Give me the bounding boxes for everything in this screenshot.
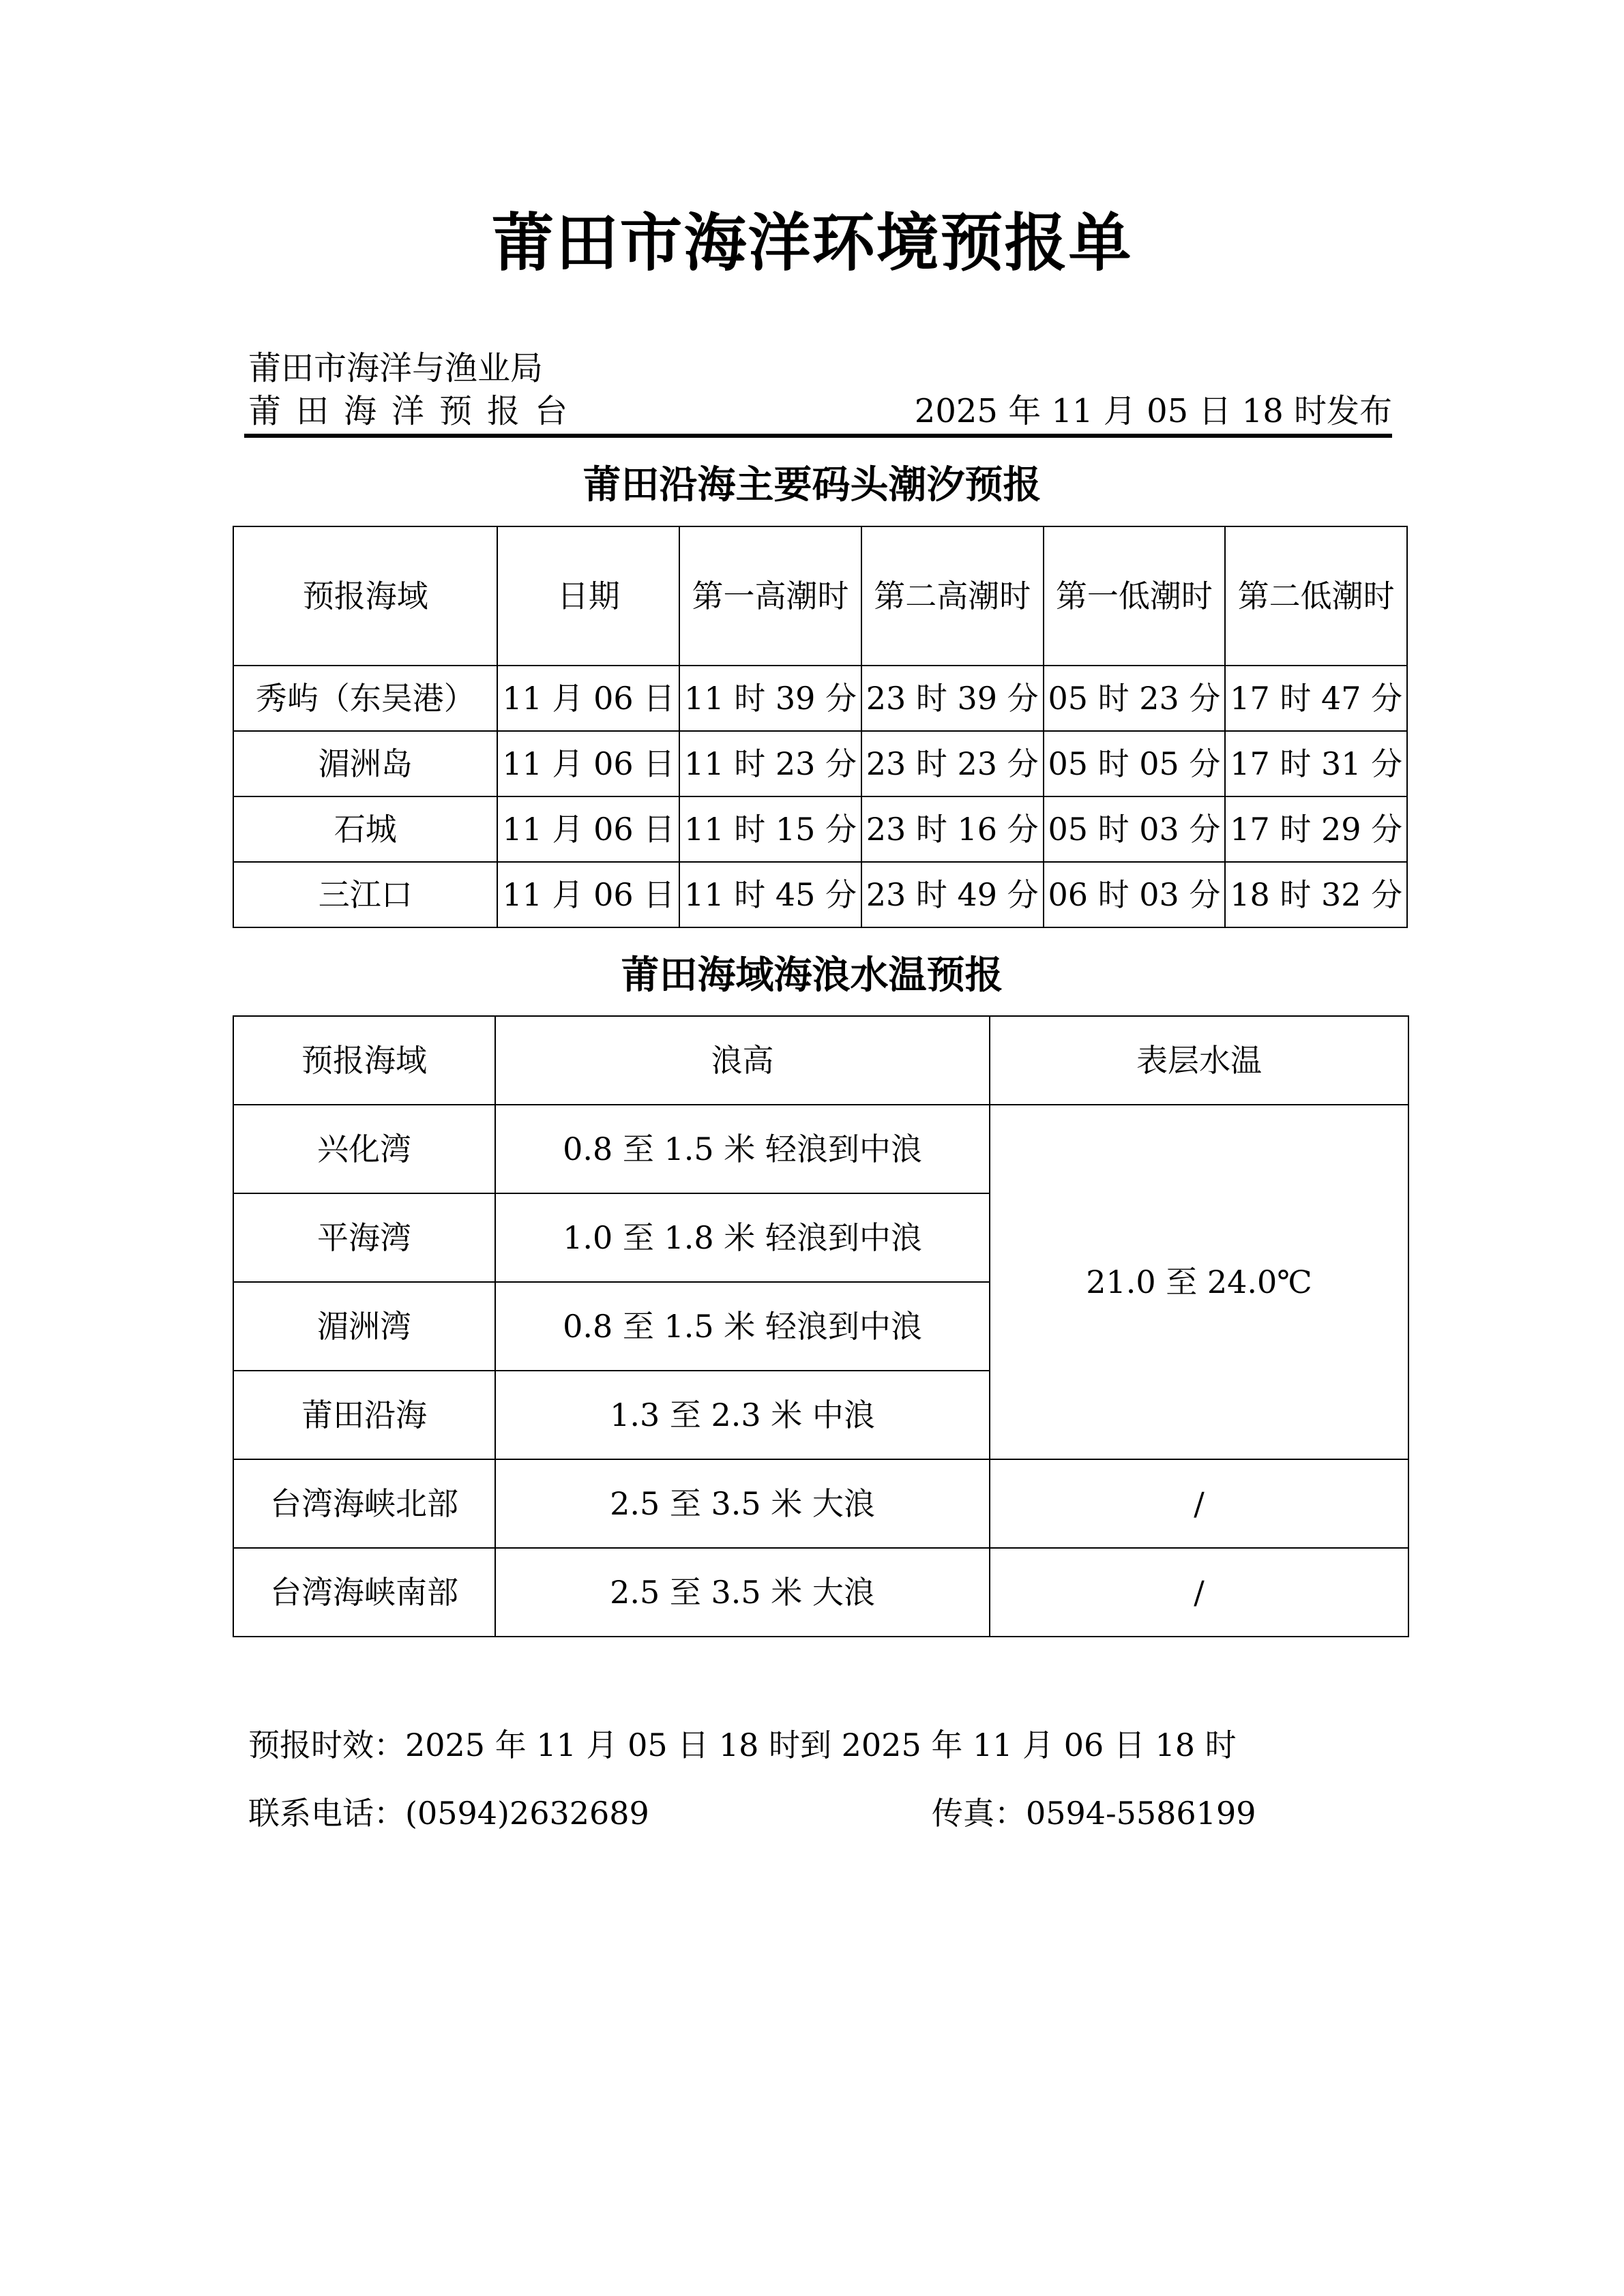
tide-cell: 18 时 32 分 xyxy=(1225,862,1407,927)
forecast-station: 莆田海洋预报台 xyxy=(248,392,583,430)
table-row xyxy=(233,1459,1408,1548)
tide-cell: 11 月 06 日 xyxy=(497,731,679,796)
tide-cell: 秀屿（东吴港） xyxy=(233,666,497,731)
table-row xyxy=(233,666,1407,731)
tide-cell: 三江口 xyxy=(233,862,497,927)
tide-cell: 06 时 03 分 xyxy=(1044,862,1226,927)
tide-cell: 湄洲岛 xyxy=(233,731,497,796)
page-title: 莆田市海洋环境预报单 xyxy=(491,206,1133,280)
tide-header-date: 日期 xyxy=(497,526,679,666)
wave-height-cell: 0.8 至 1.5 米 轻浪到中浪 xyxy=(495,1105,990,1193)
tide-cell: 05 时 05 分 xyxy=(1044,731,1226,796)
surface-temperature-cell: / xyxy=(990,1459,1408,1548)
header-divider xyxy=(244,434,1392,438)
tide-cell: 11 月 06 日 xyxy=(497,796,679,862)
wave-height-cell: 1.3 至 2.3 米 中浪 xyxy=(495,1371,990,1459)
tide-cell: 11 月 06 日 xyxy=(497,666,679,731)
tide-cell: 23 时 49 分 xyxy=(861,862,1044,927)
tide-cell: 11 时 39 分 xyxy=(679,666,861,731)
tide-cell: 17 时 47 分 xyxy=(1225,666,1407,731)
table-row xyxy=(233,1548,1408,1637)
table-row xyxy=(233,731,1407,796)
tide-cell: 17 时 31 分 xyxy=(1225,731,1407,796)
tide-header-second-high: 第二高潮时 xyxy=(861,526,1044,666)
issuing-agency: 莆田市海洋与渔业局 xyxy=(248,349,544,387)
wave-area-cell: 兴化湾 xyxy=(233,1105,495,1193)
wave-area-cell: 台湾海峡北部 xyxy=(233,1459,495,1548)
issue-time: 2025 年 11 月 05 日 18 时发布 xyxy=(914,392,1392,430)
wave-area-cell: 莆田沿海 xyxy=(233,1371,495,1459)
surface-temperature-cell: / xyxy=(990,1548,1408,1637)
tide-cell: 11 时 15 分 xyxy=(679,796,861,862)
fax-number: 传真：0594-5586199 xyxy=(932,1795,1256,1832)
table-row xyxy=(233,796,1407,862)
tide-cell: 05 时 03 分 xyxy=(1044,796,1226,862)
wave-header-temperature: 表层水温 xyxy=(990,1016,1408,1105)
wave-area-cell: 台湾海峡南部 xyxy=(233,1548,495,1637)
tide-cell: 17 时 29 分 xyxy=(1225,796,1407,862)
tide-header-second-low: 第二低潮时 xyxy=(1225,526,1407,666)
tide-header-row xyxy=(233,526,1407,666)
tide-cell: 23 时 23 分 xyxy=(861,731,1044,796)
wave-height-cell: 2.5 至 3.5 米 大浪 xyxy=(495,1459,990,1548)
tide-cell: 石城 xyxy=(233,796,497,862)
tide-cell: 23 时 16 分 xyxy=(861,796,1044,862)
wave-header-height: 浪高 xyxy=(495,1016,990,1105)
wave-table-title: 莆田海域海浪水温预报 xyxy=(621,953,1003,998)
wave-height-cell: 2.5 至 3.5 米 大浪 xyxy=(495,1548,990,1637)
tide-cell: 11 时 23 分 xyxy=(679,731,861,796)
tide-cell: 23 时 39 分 xyxy=(861,666,1044,731)
tide-table xyxy=(233,526,1408,928)
wave-temperature-table xyxy=(233,1015,1409,1637)
tide-cell: 11 时 45 分 xyxy=(679,862,861,927)
tide-header-first-high: 第一高潮时 xyxy=(679,526,861,666)
tide-cell: 11 月 06 日 xyxy=(497,862,679,927)
contact-phone: 联系电话：(0594)2632689 xyxy=(248,1795,649,1832)
wave-area-cell: 平海湾 xyxy=(233,1193,495,1282)
wave-height-cell: 0.8 至 1.5 米 轻浪到中浪 xyxy=(495,1282,990,1371)
table-row xyxy=(233,1105,1408,1193)
tide-table-title: 莆田沿海主要码头潮汐预报 xyxy=(582,462,1042,507)
surface-temperature-cell: 21.0 至 24.0℃ xyxy=(990,1105,1408,1459)
tide-cell: 05 时 23 分 xyxy=(1044,666,1226,731)
tide-header-area: 预报海域 xyxy=(233,526,497,666)
wave-height-cell: 1.0 至 1.8 米 轻浪到中浪 xyxy=(495,1193,990,1282)
tide-header-first-low: 第一低潮时 xyxy=(1044,526,1226,666)
wave-header-row xyxy=(233,1016,1408,1105)
forecast-validity: 预报时效：2025 年 11 月 05 日 18 时到 2025 年 11 月 06 日 18 时 xyxy=(248,1727,1237,1763)
table-row xyxy=(233,862,1407,927)
wave-header-area: 预报海域 xyxy=(233,1016,495,1105)
wave-area-cell: 湄洲湾 xyxy=(233,1282,495,1371)
